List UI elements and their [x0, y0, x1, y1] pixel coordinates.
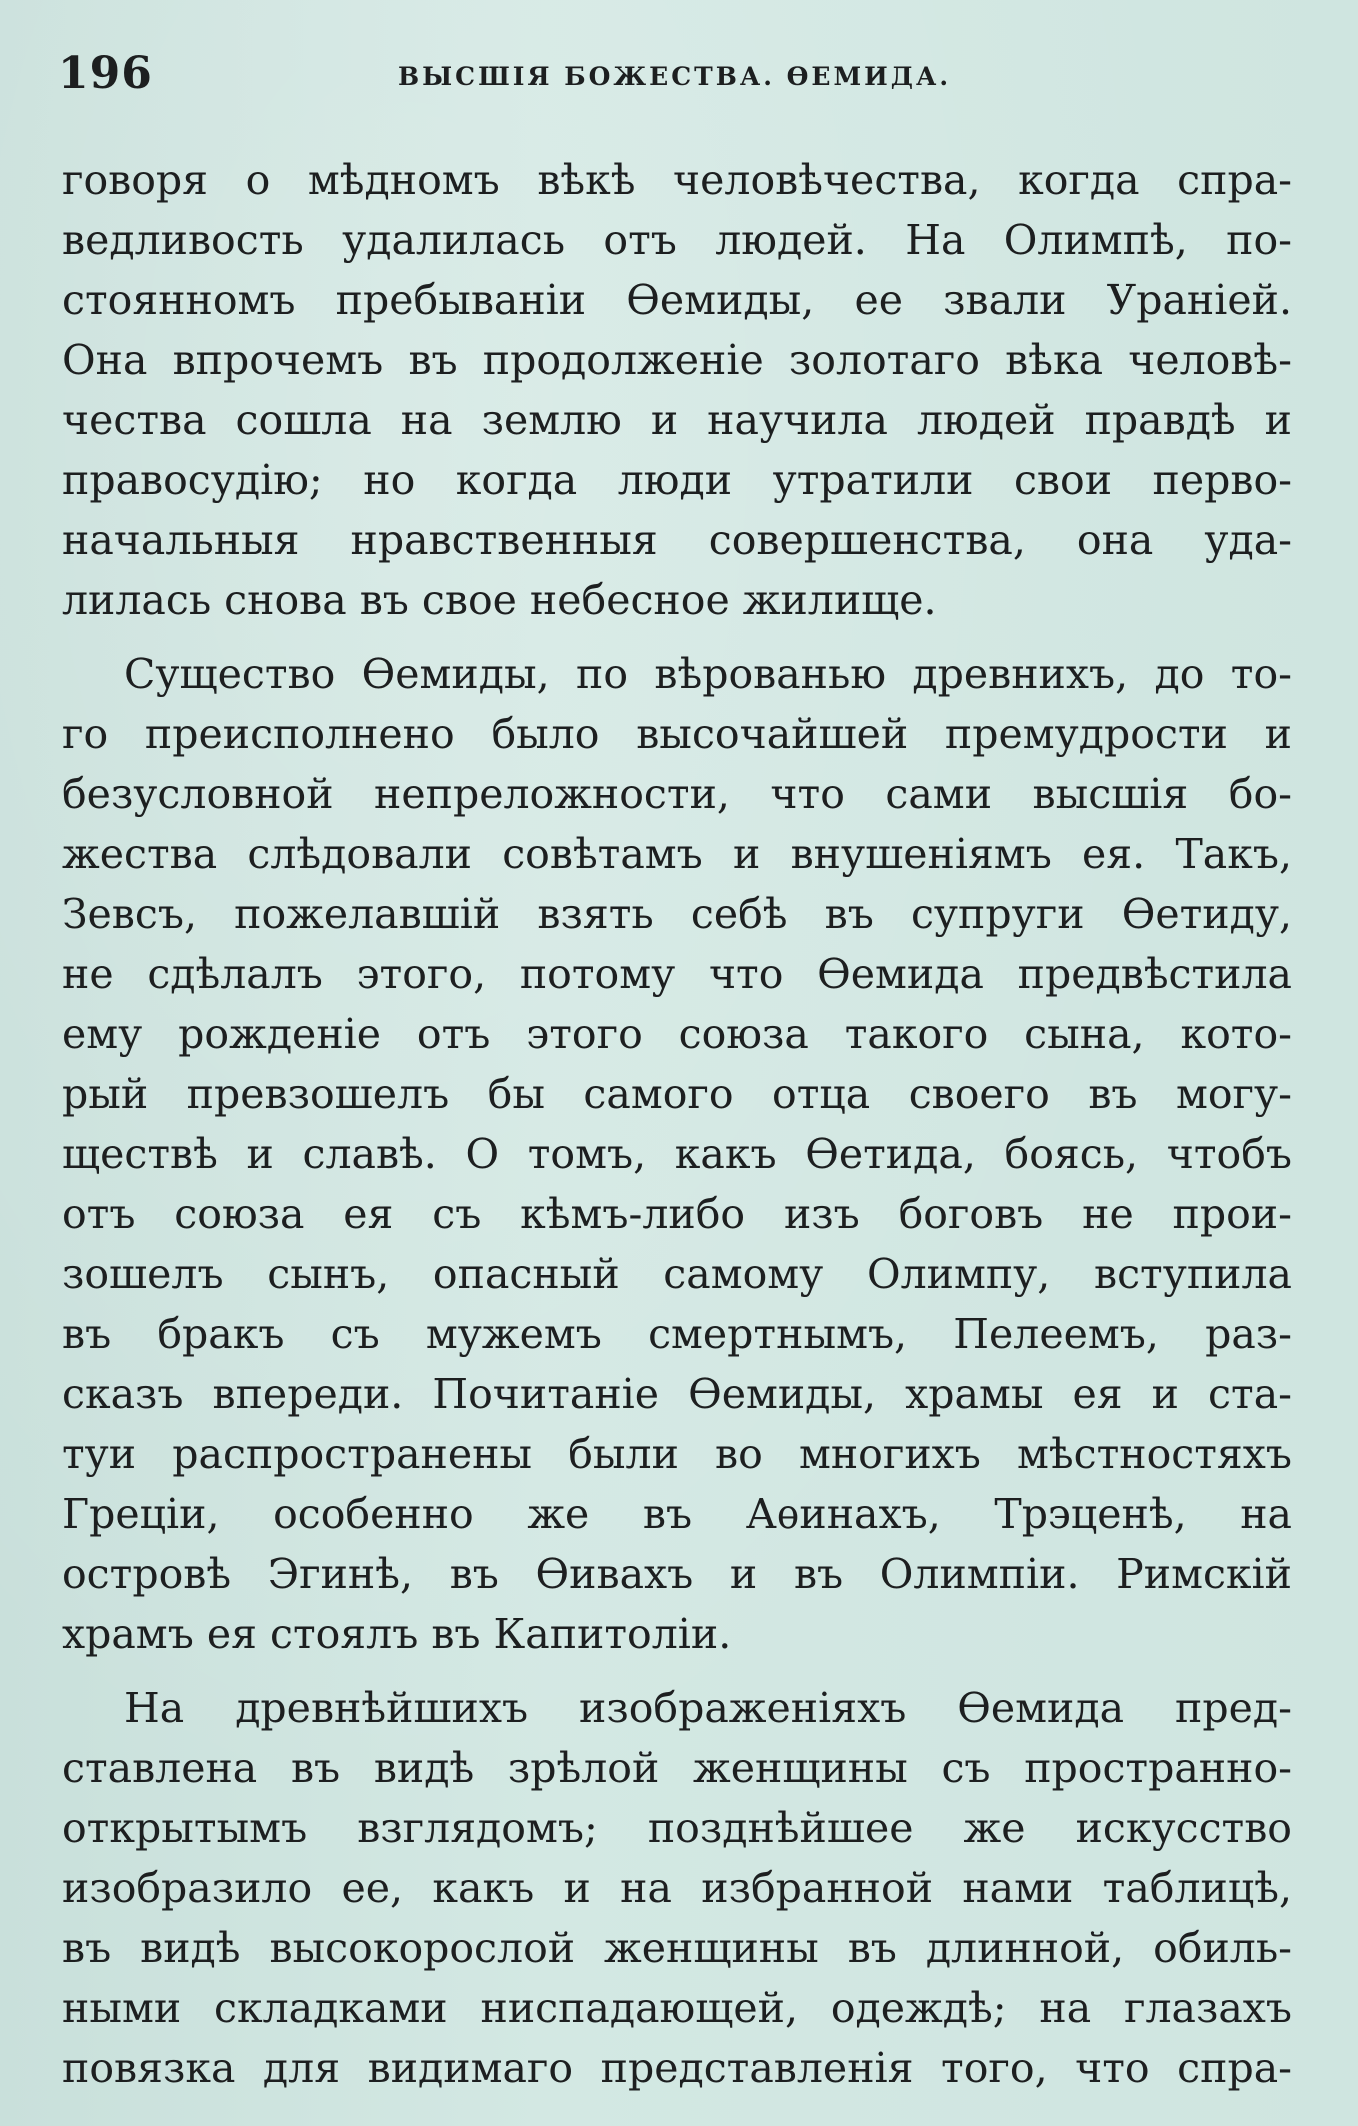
- text-line: ществѣ и славѣ. О томъ, какъ Ѳетида, боясь, чтобъ: [62, 1130, 1292, 1178]
- text-line: открытымъ взглядомъ; позднѣйшее же искусство: [62, 1804, 1292, 1852]
- text-line: туи распространены были во многихъ мѣстностяхъ: [62, 1430, 1292, 1478]
- text-line: храмъ ея стоялъ въ Капитоліи.: [62, 1610, 732, 1658]
- text-line: го преисполнено было высочайшей премудрости и: [62, 710, 1292, 758]
- text-line: начальныя нравственныя совершенства, она уда-: [62, 516, 1292, 564]
- text-line: ведливость удалилась отъ людей. На Олимпѣ, по-: [62, 216, 1292, 264]
- page-number: 196: [58, 48, 153, 99]
- paragraph-1: [62, 150, 1292, 630]
- text-line: повязка для видимаго представленія того, что спра-: [62, 2044, 1292, 2092]
- text-line: говоря о мѣдномъ вѣкѣ человѣчества, когда спра-: [62, 156, 1292, 204]
- text-line: правосудію; но когда люди утратили свои перво-: [62, 456, 1292, 504]
- text-line: безусловной непреложности, что сами высшія бо-: [62, 770, 1292, 818]
- text-line: Зевсъ, пожелавшій взять себѣ въ супруги Ѳетиду,: [62, 890, 1292, 938]
- text-line: жества слѣдовали совѣтамъ и внушеніямъ ея. Такъ,: [62, 830, 1292, 878]
- text-line: Греціи, особенно же въ Аѳинахъ, Трэценѣ, на: [62, 1490, 1292, 1538]
- text-line: лилась снова въ свое небесное жилище.: [62, 576, 937, 624]
- text-line: чества сошла на землю и научила людей правдѣ и: [62, 396, 1292, 444]
- text-line: На древнѣйшихъ изображеніяхъ Ѳемида пред-: [124, 1684, 1292, 1732]
- text-line: ными складками ниспадающей, одеждѣ; на глазахъ: [62, 1984, 1292, 2032]
- page-header: [58, 48, 1298, 108]
- text-line: ему рожденіе отъ этого союза такого сына, кото-: [62, 1010, 1292, 1058]
- text-line: отъ союза ея съ кѣмъ-либо изъ боговъ не прои-: [62, 1190, 1292, 1238]
- paragraph-2: [62, 644, 1292, 1664]
- paragraph-3: [62, 1678, 1292, 2098]
- running-head: ВЫСШІЯ БОЖЕСТВА. ѲЕМИДА.: [398, 62, 952, 91]
- text-line: въ бракъ съ мужемъ смертнымъ, Пелеемъ, раз-: [62, 1310, 1292, 1358]
- text-line: не сдѣлалъ этого, потому что Ѳемида предвѣстила: [62, 950, 1292, 998]
- text-line: изобразило ее, какъ и на избранной нами таблицѣ,: [62, 1864, 1292, 1912]
- body-text: [62, 150, 1292, 2098]
- text-line: Она впрочемъ въ продолженіе золотаго вѣка человѣ-: [62, 336, 1292, 384]
- text-line: Существо Ѳемиды, по вѣрованью древнихъ, до то-: [124, 650, 1292, 698]
- text-line: стоянномъ пребываніи Ѳемиды, ее звали Ураніей.: [62, 276, 1292, 324]
- text-line: сказъ впереди. Почитаніе Ѳемиды, храмы ея и ста-: [62, 1370, 1292, 1418]
- text-line: въ видѣ высокорослой женщины въ длинной, обиль-: [62, 1924, 1292, 1972]
- text-line: зошелъ сынъ, опасный самому Олимпу, вступила: [62, 1250, 1292, 1298]
- text-line: ставлена въ видѣ зрѣлой женщины съ пространно-: [62, 1744, 1292, 1792]
- text-line: островѣ Эгинѣ, въ Ѳивахъ и въ Олимпіи. Римскій: [62, 1550, 1292, 1598]
- text-line: рый превзошелъ бы самого отца своего въ могу-: [62, 1070, 1292, 1118]
